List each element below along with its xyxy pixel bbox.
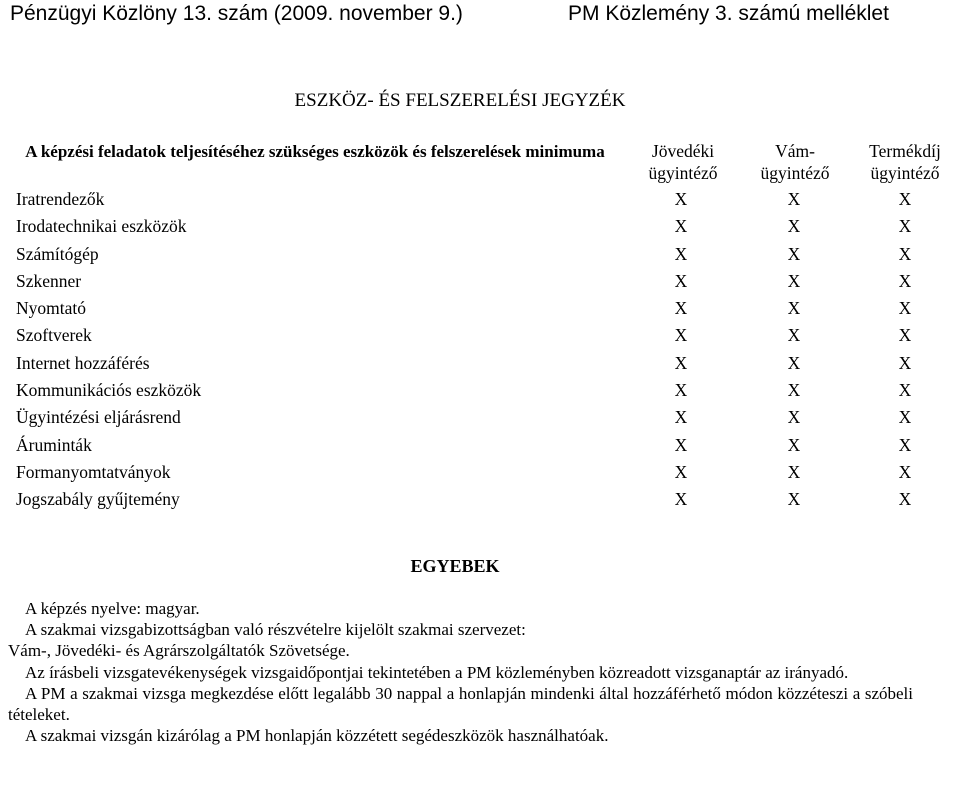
note-paragraph: A PM a szakmai vizsga megkezdése előtt legalább 30 nappal a honlapján mindenki által hozzáférhető módon közzéteszi a szóbeli tételeket. — [8, 683, 913, 725]
row-mark-jovedeki: X — [674, 489, 688, 510]
row-mark-termekdij: X — [898, 270, 912, 291]
row-label: Internet hozzáférés — [16, 352, 150, 373]
row-mark-vam: X — [787, 216, 801, 237]
row-mark-termekdij: X — [898, 489, 912, 510]
column-header-vam — [740, 140, 850, 184]
row-mark-termekdij: X — [898, 298, 912, 319]
row-label: Iratrendezők — [16, 189, 105, 209]
row-mark-termekdij: X — [898, 380, 912, 401]
row-label: Ügyintézési eljárásrend — [16, 407, 181, 428]
publication-header: Pénzügyi Közlöny 13. szám (2009. november 9.) — [10, 2, 463, 25]
row-mark-jovedeki: X — [674, 434, 688, 455]
table-row — [0, 297, 960, 324]
row-mark-vam: X — [787, 189, 801, 209]
section-heading-egyebek: EGYEBEK — [410, 556, 500, 576]
table-row — [0, 406, 960, 433]
row-mark-jovedeki: X — [674, 270, 688, 291]
row-label: Szoftverek — [16, 325, 92, 346]
row-mark-vam: X — [787, 243, 801, 264]
row-mark-jovedeki: X — [674, 325, 688, 346]
row-mark-jovedeki: X — [674, 461, 688, 482]
table-row — [0, 270, 960, 297]
table-row — [0, 215, 960, 242]
row-label: Számítógép — [16, 243, 99, 264]
table-row — [0, 434, 960, 461]
column-header-line1: Jövedéki — [651, 141, 715, 161]
row-mark-termekdij: X — [898, 407, 912, 428]
row-mark-jovedeki: X — [674, 380, 688, 401]
row-mark-vam: X — [787, 434, 801, 455]
note-paragraph: A szakmai vizsgán kizárólag a PM honlapján közzétett segédeszközök használhatóak. — [25, 726, 609, 746]
column-header-termekdij — [850, 140, 960, 184]
table-row — [0, 324, 960, 351]
row-mark-jovedeki: X — [674, 189, 688, 209]
row-mark-termekdij: X — [898, 434, 912, 455]
notes-section — [8, 598, 913, 746]
row-mark-termekdij: X — [898, 243, 912, 264]
row-mark-vam: X — [787, 352, 801, 373]
row-label: Jogszabály gyűjtemény — [16, 489, 180, 510]
table-row — [0, 188, 960, 215]
row-mark-termekdij: X — [898, 325, 912, 346]
column-header-line1: Vám- — [775, 141, 815, 161]
row-mark-termekdij: X — [898, 352, 912, 373]
note-paragraph: A szakmai vizsgabizottságban való részvételre kijelölt szakmai szervezet: — [25, 620, 526, 640]
table-row — [0, 379, 960, 406]
column-header-line2: ügyintéző — [870, 163, 940, 183]
column-header-line2: ügyintéző — [760, 163, 830, 183]
note-paragraph: Az írásbeli vizsgatevékenységek vizsgaidőpontjai tekintetében a PM közleményben közreadott vizsganaptár az irányadó. — [25, 662, 849, 682]
table-header-main: A képzési feladatok teljesítéséhez szükséges eszközök és felszerelések minimuma — [25, 142, 605, 161]
column-header-line2: ügyintéző — [648, 163, 718, 183]
row-mark-jovedeki: X — [674, 216, 688, 237]
column-header-jovedeki — [628, 140, 738, 184]
row-label: Nyomtató — [16, 298, 86, 319]
annex-header: PM Közlemény 3. számú melléklet — [568, 2, 889, 25]
row-mark-jovedeki: X — [674, 352, 688, 373]
row-label: Kommunikációs eszközök — [16, 380, 202, 401]
row-mark-jovedeki: X — [674, 298, 688, 319]
row-mark-vam: X — [787, 270, 801, 291]
row-label: Áruminták — [16, 434, 92, 455]
row-mark-vam: X — [787, 298, 801, 319]
row-label: Irodatechnikai eszközök — [16, 216, 187, 237]
table-row — [0, 488, 960, 515]
table-row — [0, 352, 960, 379]
document-title: ESZKÖZ- ÉS FELSZERELÉSI JEGYZÉK — [294, 90, 626, 111]
row-mark-jovedeki: X — [674, 407, 688, 428]
note-paragraph: Vám-, Jövedéki- és Agrárszolgáltatók Szövetsége. — [8, 641, 350, 661]
row-mark-vam: X — [787, 489, 801, 510]
table-row — [0, 243, 960, 270]
row-mark-vam: X — [787, 380, 801, 401]
row-label: Formanyomtatványok — [16, 461, 171, 482]
row-mark-termekdij: X — [898, 189, 912, 209]
note-paragraph: A képzés nyelve: magyar. — [25, 599, 200, 618]
row-mark-jovedeki: X — [674, 243, 688, 264]
table-row — [0, 461, 960, 488]
column-header-line1: Termékdíj — [869, 141, 941, 161]
row-mark-termekdij: X — [898, 216, 912, 237]
equipment-table-body — [0, 188, 960, 516]
row-label: Szkenner — [16, 270, 82, 291]
row-mark-vam: X — [787, 407, 801, 428]
row-mark-vam: X — [787, 325, 801, 346]
row-mark-termekdij: X — [898, 461, 912, 482]
row-mark-vam: X — [787, 461, 801, 482]
